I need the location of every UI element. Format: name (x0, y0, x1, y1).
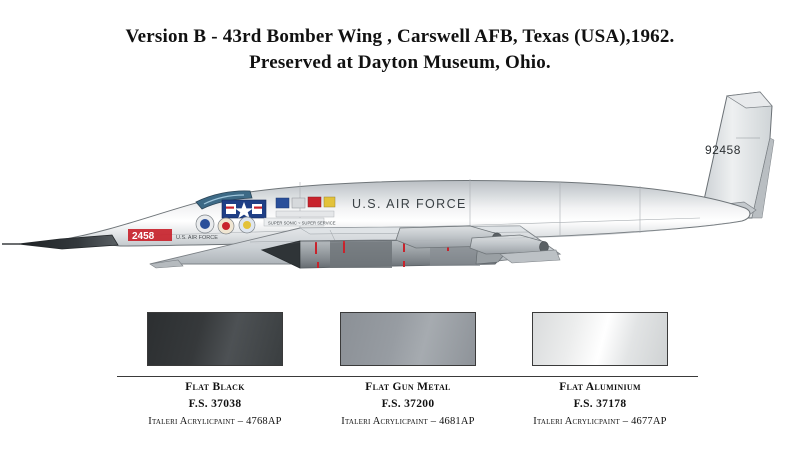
paint-swatch-group-3 (500, 312, 700, 427)
radome-nose (18, 235, 118, 249)
title-block (0, 26, 800, 74)
paint-name-2: Flat Gun Metal (365, 381, 451, 393)
page-title-line-2: Preserved at Dayton Museum, Ohio. (249, 52, 551, 73)
paint-product-code-1: Italeri Acrylicpaint – 4768AP (148, 416, 282, 427)
paint-name-3: Flat Aluminium (559, 381, 641, 393)
page-title-line-1: Version B - 43rd Bomber Wing , Carswell AFB, Texas (USA),1962. (125, 26, 675, 47)
swatch-divider-3 (502, 376, 698, 377)
tail-serial-number: 92458 (705, 143, 741, 157)
paint-swatch-flat-gun-metal (340, 312, 476, 366)
paint-fs-code-3: F.S. 37178 (573, 398, 627, 410)
pod-band-dark (330, 241, 392, 268)
paint-product-code-3: Italeri Acrylicpaint – 4677AP (533, 416, 667, 427)
aircraft-profile-illustration (0, 78, 800, 290)
paint-swatch-flat-black (147, 312, 283, 366)
svg-text:SUPER SONIC ~ SUPER SERVICE: SUPER SONIC ~ SUPER SERVICE (268, 220, 336, 226)
paint-fs-code-1: F.S. 37038 (188, 398, 242, 410)
paint-fs-code-2: F.S. 37200 (381, 398, 435, 410)
paint-swatch-group-2 (308, 312, 508, 427)
paint-swatch-group-1 (115, 312, 315, 427)
nose-number: 2458 (132, 231, 155, 242)
swatch-divider-1 (117, 376, 313, 377)
paint-name-1: Flat Black (185, 381, 245, 393)
fuselage-service-text: U.S. AIR FORCE (352, 197, 467, 211)
national-insignia-star-and-bars (222, 200, 266, 218)
swatch-divider-2 (310, 376, 506, 377)
paint-swatch-flat-aluminium (532, 312, 668, 366)
paint-product-code-2: Italeri Acrylicpaint – 4681AP (341, 416, 475, 427)
svg-text:U.S. AIR FORCE: U.S. AIR FORCE (176, 235, 218, 241)
